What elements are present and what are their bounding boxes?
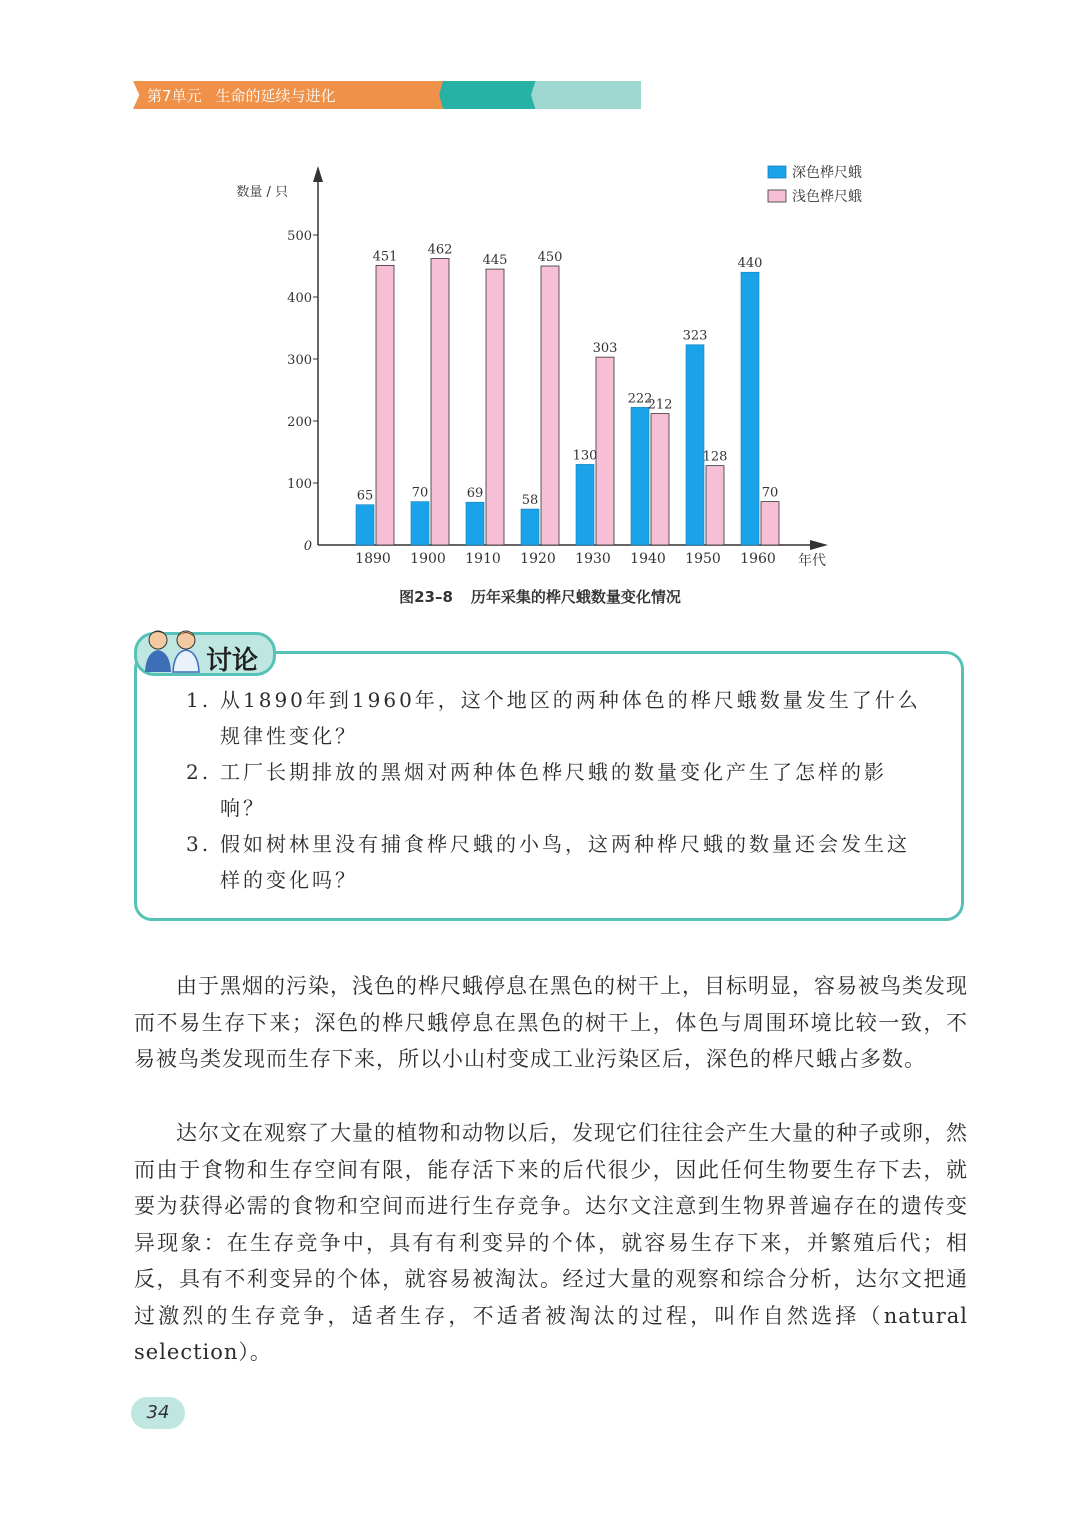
x-axis-arrow <box>810 540 828 550</box>
y-tick-label: 500 <box>287 229 312 244</box>
legend-swatch-1 <box>768 190 786 202</box>
question-number: 1. <box>186 688 212 712</box>
question-item <box>186 826 926 898</box>
unit-banner <box>133 81 641 109</box>
y-tick-label: 300 <box>287 353 312 368</box>
data-label-light-1890: 451 <box>372 249 398 265</box>
moth-bar-chart <box>200 150 880 580</box>
students-icon <box>140 626 206 676</box>
question-number: 3. <box>186 832 212 856</box>
x-tick-label-1950: 1950 <box>685 551 721 567</box>
figure-caption <box>0 586 1080 607</box>
bar-light-1900 <box>431 259 449 545</box>
bar-light-1950 <box>706 466 724 545</box>
bar-light-1930 <box>596 357 614 545</box>
data-label-dark-1960: 440 <box>737 256 763 272</box>
legend-swatch-0 <box>768 166 786 178</box>
unit-title: 生命的延续与进化 <box>215 87 336 105</box>
bar-light-1940 <box>651 414 669 545</box>
y-tick-label: 100 <box>287 477 312 492</box>
bar-dark-1930 <box>576 464 594 545</box>
page-number: 34 <box>131 1397 185 1429</box>
x-tick-label-1890: 1890 <box>355 551 391 567</box>
data-label-light-1920: 450 <box>537 250 563 265</box>
data-label-light-1960: 70 <box>761 485 779 501</box>
body-paragraph: 由于黑烟的污染，浅色的桦尺蛾停息在黑色的树干上，目标明显，容易被鸟类发现而不易生存下来；深色的桦尺蛾停息在黑色的树干上，体色与周围环境比较一致，不易被鸟类发现而生存下来，所以小山村变成工业污染区后，深色的桦尺蛾占多数。 <box>134 974 968 1071</box>
bar-light-1910 <box>486 269 504 545</box>
banner-text <box>147 85 336 106</box>
y-tick-label: 400 <box>287 291 312 306</box>
x-tick-label-1910: 1910 <box>465 551 501 567</box>
data-label-light-1930: 303 <box>592 341 618 357</box>
question-item <box>186 754 926 826</box>
bar-light-1960 <box>761 502 779 545</box>
legend-label-0: 深色桦尺蛾 <box>792 165 862 181</box>
bar-dark-1910 <box>466 502 484 545</box>
data-label-dark-1920: 58 <box>521 493 539 509</box>
figure-number: 图23–8 <box>399 588 453 606</box>
chart-bars <box>356 259 779 545</box>
question-text: 工厂长期排放的黑烟对两种体色桦尺蛾的数量变化产生了怎样的影响？ <box>220 760 887 820</box>
banner-teal-segment <box>439 81 541 109</box>
data-label-dark-1910: 69 <box>466 486 484 502</box>
data-label-dark-1950: 323 <box>682 328 708 344</box>
bar-light-1920 <box>541 266 559 545</box>
body-paragraph: 达尔文在观察了大量的植物和动物以后，发现它们往往会产生大量的种子或卵，然而由于食物和生存空间有限，能存活下来的后代很少，因此任何生物要生存下去，就要为获得必需的食物和空间而进行生存竞争。达尔文注意到生物界普遍存在的遗传变异现象：在生存竞争中，具有有利变异的个体，就容易生存下来，并繁殖后代；相反，具有不利变异的个体，就容易被淘汰。经过大量的观察和综合分析，达尔文把通过激烈的生存竞争，适者生存，不适者被淘汰的过程，叫作自然选择（natural selection）。 <box>134 1121 968 1364</box>
bar-dark-1900 <box>411 502 429 545</box>
bar-dark-1890 <box>356 505 374 545</box>
data-label-dark-1930: 130 <box>572 448 598 464</box>
question-text: 假如树林里没有捕食桦尺蛾的小鸟，这两种桦尺蛾的数量还会发生这样的变化吗？ <box>220 832 910 892</box>
discussion-title: 讨论 <box>206 646 259 676</box>
bar-dark-1920 <box>521 509 539 545</box>
bar-light-1890 <box>376 265 394 545</box>
question-text: 从1890年到1960年，这个地区的两种体色的桦尺蛾数量发生了什么规律性变化？ <box>220 688 921 748</box>
chart-legend <box>768 164 862 205</box>
unit-label: 第7单元 <box>147 87 202 105</box>
data-label-light-1900: 462 <box>427 242 453 258</box>
y-tick-label: 200 <box>287 415 312 430</box>
banner-light-segment <box>531 81 641 109</box>
question-number: 2. <box>186 760 212 784</box>
data-label-light-1910: 445 <box>482 253 508 269</box>
question-list <box>186 682 926 898</box>
y-tick-label: 0 <box>303 539 312 554</box>
x-tick-label-1930: 1930 <box>575 551 611 567</box>
data-label-dark-1890: 65 <box>356 488 374 504</box>
question-item <box>186 682 926 754</box>
data-label-dark-1940: 222 <box>627 391 653 407</box>
legend-label-1: 浅色桦尺蛾 <box>792 189 862 205</box>
data-label-dark-1900: 70 <box>411 485 429 501</box>
bar-dark-1950 <box>686 345 704 545</box>
data-label-light-1940: 212 <box>647 397 673 413</box>
x-tick-label-1900: 1900 <box>410 551 446 567</box>
bar-dark-1960 <box>741 272 759 545</box>
x-axis-label: 年代 <box>798 553 826 569</box>
x-tick-label-1920: 1920 <box>520 551 556 567</box>
figure-title: 历年采集的桦尺蛾数量变化情况 <box>470 588 681 606</box>
bar-dark-1940 <box>631 407 649 545</box>
y-axis-label: 数量 / 只 <box>236 185 288 200</box>
data-label-light-1950: 128 <box>702 449 728 465</box>
x-tick-label-1940: 1940 <box>630 551 666 567</box>
x-tick-label-1960: 1960 <box>740 551 776 567</box>
y-axis-arrow <box>313 166 323 182</box>
